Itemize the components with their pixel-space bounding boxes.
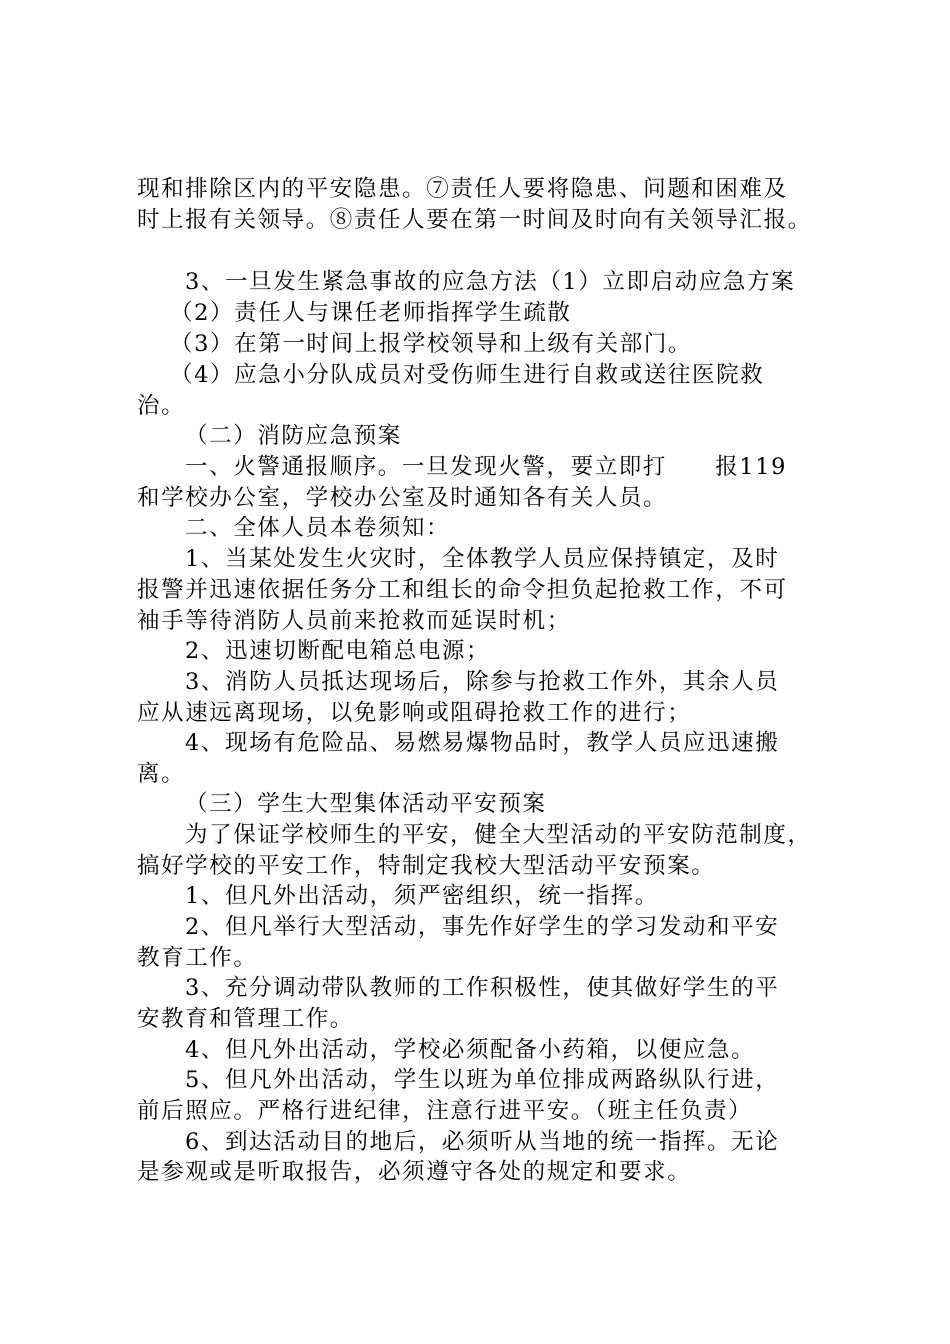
section-heading: （三）学生大型集体活动平安预案 — [185, 791, 547, 817]
text-line: 二、全体人员本卷须知： — [185, 515, 451, 541]
text-line: 搞好学校的平安工作，特制定我校大型活动平安预案。 — [137, 853, 716, 879]
text-line: 2、迅速切断配电箱总电源； — [185, 638, 491, 664]
text-line: 报警并迅速依据任务分工和组长的命令担负起抢救工作，不可 — [137, 577, 788, 603]
text-line: 和学校办公室，学校办公室及时通知各有关人员。 — [137, 485, 668, 511]
text-line: 为了保证学校师生的平安，健全大型活动的平安防范制度， — [185, 822, 812, 848]
text-line: 5、但凡外出活动，学生以班为单位排成两路纵队行进， — [185, 1067, 780, 1093]
text-line: 袖手等待消防人员前来抢救而延误时机； — [137, 608, 571, 634]
text-line: 6、到达活动目的地后，必须听从当地的统一指挥。无论 — [185, 1129, 780, 1155]
text-line: （3）在第一时间上报学校领导和上级有关部门。 — [170, 331, 693, 357]
text-line: （2）责任人与课任老师指挥学生疏散 — [170, 300, 572, 326]
text-line: 1、但凡外出活动，须严密组织，统一指挥。 — [185, 883, 659, 909]
text-line: 2、但凡举行大型活动，事先作好学生的学习发动和平安 — [185, 914, 780, 940]
text-line: 4、但凡外出活动，学校必须配备小药箱，以便应急。 — [185, 1037, 756, 1063]
text-line: 应从速远离现场，以免影响或阻碍抢救工作的进行； — [137, 700, 692, 726]
text-line: 3、消防人员抵达现场后，除参与抢救工作外，其余人员 — [185, 669, 780, 695]
text-line: 是参观或是听取报告，必须遵守各处的规定和要求。 — [137, 1159, 692, 1185]
text-line: 一、火警通报顺序。一旦发现火警，要立即打 报119 — [185, 454, 788, 480]
text-line: 教育工作。 — [137, 945, 258, 971]
text-line: （4）应急小分队成员对受伤师生进行自救或送往医院救 — [170, 362, 765, 388]
text-line: 3、充分调动带队教师的工作积极性，使其做好学生的平 — [185, 975, 780, 1001]
text-line: 3、一旦发生紧急事故的应急方法（1）立即启动应急方案 — [185, 269, 796, 295]
text-line: 前后照应。严格行进纪律，注意行进平安。（班主任负责） — [137, 1098, 753, 1124]
text-line: 4、现场有危险品、易燃易爆物品时，教学人员应迅速搬 — [185, 730, 780, 756]
text-line: 治。 — [137, 393, 186, 419]
text-line: 1、当某处发生火灾时，全体教学人员应保持镇定，及时 — [185, 546, 780, 572]
text-line: 安教育和管理工作。 — [137, 1006, 354, 1032]
text-line: 现和排除区内的平安隐患。⑦责任人要将隐患、问题和困难及 — [137, 176, 788, 202]
section-heading: （二）消防应急预案 — [185, 423, 402, 449]
text-line: 离。 — [137, 761, 186, 787]
text-line: 时上报有关领导。⑧责任人要在第一时间及时向有关领导汇报。 — [137, 207, 812, 233]
